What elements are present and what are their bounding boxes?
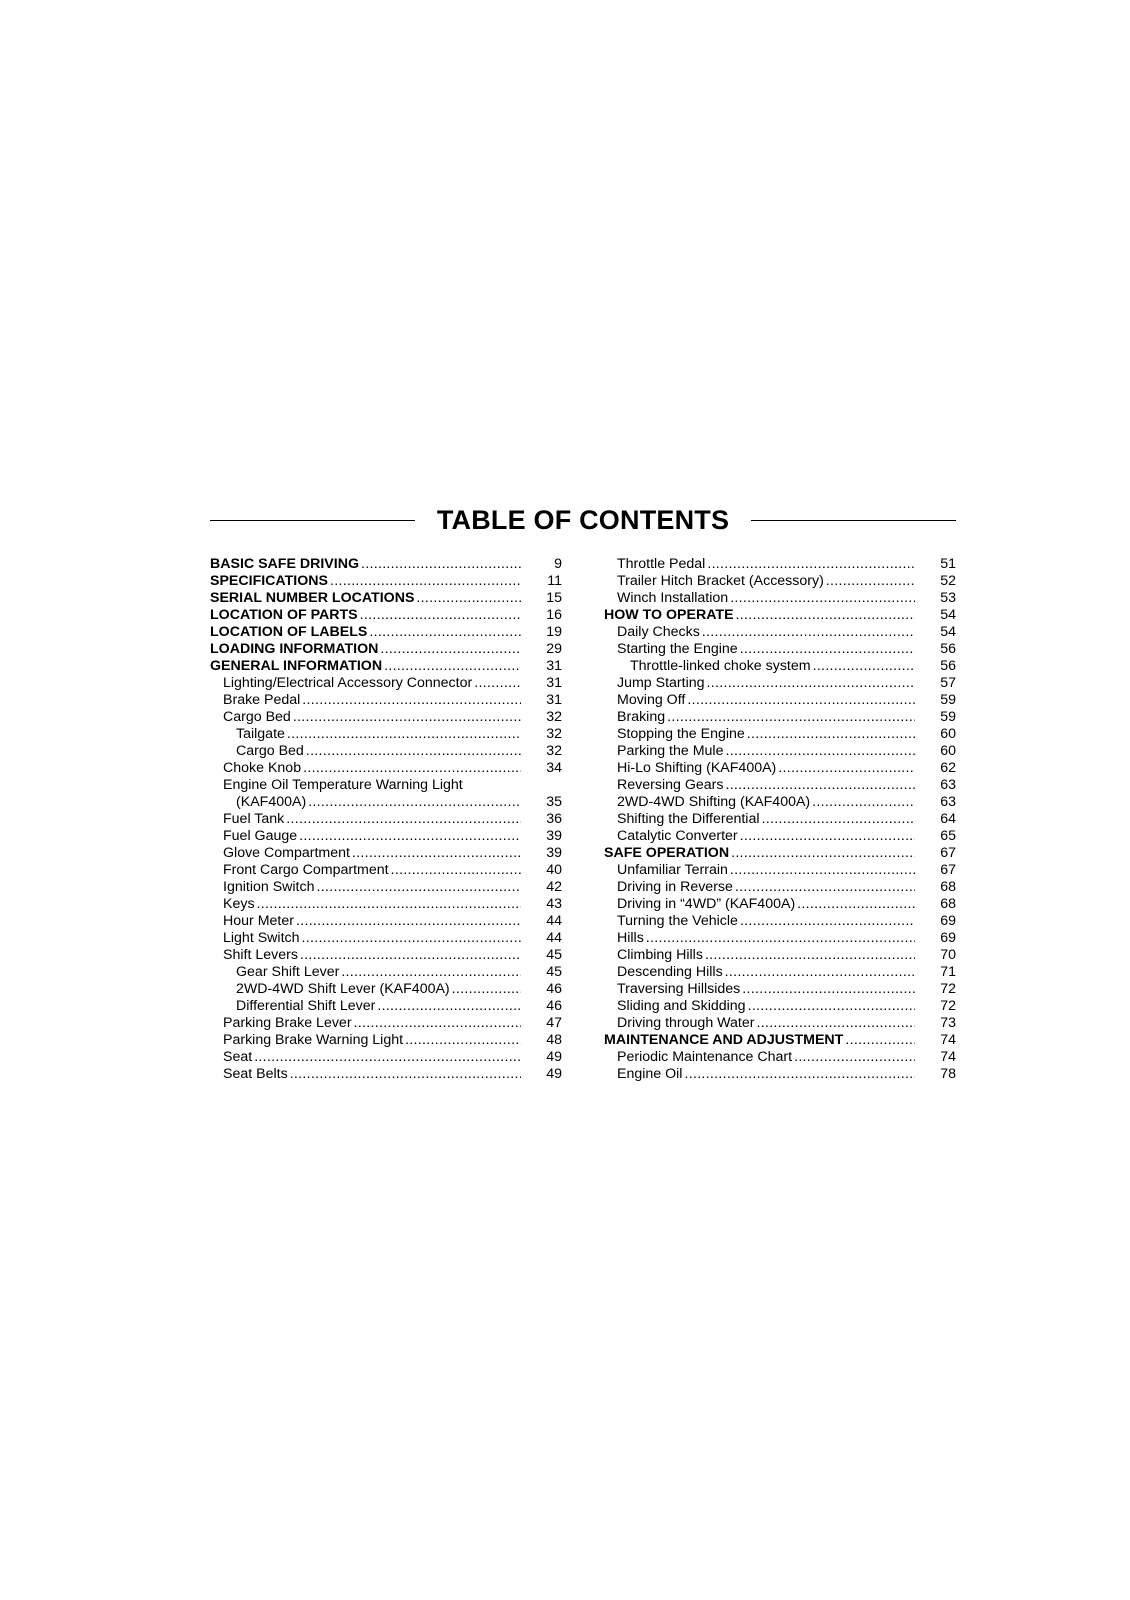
toc-entry[interactable]: [604, 573, 956, 590]
toc-entry-label: Tailgate: [236, 726, 285, 742]
toc-entry-label: Turning the Vehicle: [617, 913, 738, 929]
toc-entry-label: Front Cargo Compartment: [223, 862, 389, 878]
toc-leader-dots: [813, 658, 915, 675]
toc-leader-dots: [667, 709, 915, 726]
toc-entry-label: MAINTENANCE AND ADJUSTMENT: [604, 1032, 844, 1048]
toc-entry[interactable]: [604, 862, 956, 879]
toc-entry-label: Shift Levers: [223, 947, 298, 963]
toc-leader-dots: [725, 743, 915, 760]
toc-entry-label: Braking: [617, 709, 666, 725]
toc-leader-dots: [702, 624, 915, 641]
toc-entry[interactable]: [210, 896, 562, 913]
toc-entry[interactable]: [604, 743, 956, 760]
toc-leader-dots: [747, 726, 915, 743]
toc-entry-label: Gear Shift Lever: [236, 964, 340, 980]
toc-page-number: 16: [546, 607, 562, 623]
toc-entry[interactable]: [210, 930, 562, 947]
toc-page-number: 32: [546, 726, 562, 742]
toc-entry-label: Throttle-linked choke system: [630, 658, 811, 674]
toc-section-entry[interactable]: [210, 573, 562, 590]
toc-entry-label: Daily Checks: [617, 624, 700, 640]
toc-entry-label: Fuel Gauge: [223, 828, 298, 844]
toc-entry[interactable]: [210, 1032, 562, 1049]
toc-entry[interactable]: [604, 930, 956, 947]
toc-page-number: 51: [940, 556, 956, 572]
toc-section-entry[interactable]: [210, 590, 562, 607]
toc-page-number: 62: [940, 760, 956, 776]
toc-entry-label: SPECIFICATIONS: [210, 573, 328, 589]
toc-entry[interactable]: [210, 828, 562, 845]
toc-page-number: 44: [546, 930, 562, 946]
toc-page-number: 54: [940, 607, 956, 623]
toc-page-number: 59: [940, 709, 956, 725]
toc-page-number: 60: [940, 743, 956, 759]
toc-leader-dots: [740, 828, 915, 845]
toc-section-entry[interactable]: [210, 556, 562, 573]
toc-entry[interactable]: [210, 845, 562, 862]
title-rule-right: [751, 520, 956, 521]
toc-leader-dots: [474, 675, 521, 692]
toc-page-number: 36: [546, 811, 562, 827]
toc-page-number: 46: [546, 998, 562, 1014]
toc-leader-dots: [293, 709, 521, 726]
toc-leader-dots: [302, 930, 522, 947]
toc-leader-dots: [845, 1032, 915, 1049]
toc-page-number: 57: [940, 675, 956, 691]
toc-entry[interactable]: [604, 811, 956, 828]
toc-page-number: 69: [940, 930, 956, 946]
toc-entry[interactable]: [210, 675, 562, 692]
toc-page-number: 74: [940, 1049, 956, 1065]
toc-entry[interactable]: [604, 709, 956, 726]
toc-page-number: 56: [940, 658, 956, 674]
toc-page-number: 43: [546, 896, 562, 912]
page-title: TABLE OF CONTENTS: [436, 504, 730, 535]
toc-page-number: 39: [546, 828, 562, 844]
toc-page-number: 59: [940, 692, 956, 708]
toc-section-entry[interactable]: [604, 845, 956, 862]
toc-entry[interactable]: [604, 590, 956, 607]
toc-page-number: 67: [940, 862, 956, 878]
toc-entry[interactable]: [604, 624, 956, 641]
toc-leader-dots: [812, 794, 915, 811]
toc-leader-dots: [794, 1049, 915, 1066]
toc-page-number: 11: [547, 573, 562, 589]
toc-leader-dots: [725, 964, 915, 981]
toc-entry[interactable]: [210, 879, 562, 896]
toc-page-number: 73: [940, 1015, 956, 1031]
toc-entry[interactable]: [604, 964, 956, 981]
toc-entry[interactable]: [210, 862, 562, 879]
toc-page-number: 9: [554, 556, 562, 572]
toc-entry-label: Parking Brake Lever: [223, 1015, 352, 1031]
toc-leader-dots: [416, 590, 521, 607]
toc-leader-dots: [762, 811, 916, 828]
toc-entry[interactable]: [210, 981, 562, 998]
toc-entry-label: Driving in “4WD” (KAF400A): [617, 896, 796, 912]
toc-entry-label: 2WD-4WD Shifting (KAF400A): [617, 794, 811, 810]
toc-leader-dots: [391, 862, 521, 879]
toc-page-number: 45: [546, 964, 562, 980]
toc-page-number: 63: [940, 794, 956, 810]
toc-entry-label: Parking Brake Warning Light: [223, 1032, 404, 1048]
toc-page-number: 32: [546, 743, 562, 759]
toc-leader-dots: [740, 641, 915, 658]
toc-leader-dots: [384, 658, 521, 675]
toc-leader-dots: [707, 675, 915, 692]
toc-entry-label: Engine Oil Temperature Warning Light: [223, 777, 463, 793]
toc-entry[interactable]: [604, 1049, 956, 1066]
toc-entry-label: Lighting/Electrical Accessory Connector: [223, 675, 473, 691]
toc-entry[interactable]: [604, 641, 956, 658]
toc-leader-dots: [731, 845, 915, 862]
toc-leader-dots: [707, 556, 915, 573]
toc-entry-label: Periodic Maintenance Chart: [617, 1049, 793, 1065]
toc-entry-label: Brake Pedal: [223, 692, 301, 708]
toc-page-number: 40: [546, 862, 562, 878]
toc-page-number: 19: [546, 624, 562, 640]
toc-leader-dots: [316, 879, 521, 896]
toc-entry-label: Winch Installation: [617, 590, 729, 606]
toc-entry[interactable]: [604, 947, 956, 964]
toc-page-number: 45: [546, 947, 562, 963]
toc-leader-dots: [361, 556, 521, 573]
toc-leader-dots: [300, 947, 521, 964]
toc-entry[interactable]: [604, 794, 956, 811]
toc-leader-dots: [826, 573, 915, 590]
toc-entry-label: Traversing Hillsides: [617, 981, 741, 997]
toc-leader-dots: [286, 811, 521, 828]
toc-leader-dots: [646, 930, 915, 947]
toc-entry[interactable]: [210, 726, 562, 743]
toc-page-number: 67: [940, 845, 956, 861]
toc-page-number: 56: [940, 641, 956, 657]
toc-entry-label: Catalytic Converter: [617, 828, 738, 844]
toc-entry-label: Shifting the Differential: [617, 811, 760, 827]
toc-page-number: 68: [940, 896, 956, 912]
toc-page-number: 63: [940, 777, 956, 793]
toc-entry-label: Throttle Pedal: [617, 556, 706, 572]
toc-entry-label: Hour Meter: [223, 913, 294, 929]
toc-entry[interactable]: [210, 1015, 562, 1032]
toc-page-number: 65: [940, 828, 956, 844]
toc-entry-label: Driving through Water: [617, 1015, 755, 1031]
toc-entry[interactable]: [604, 879, 956, 896]
toc-section-entry[interactable]: [210, 607, 562, 624]
toc-page-number: 47: [546, 1015, 562, 1031]
toc-leader-dots: [748, 998, 915, 1015]
toc-page-number: 31: [546, 658, 562, 674]
toc-leader-dots: [306, 743, 521, 760]
toc-page-number: 34: [546, 760, 562, 776]
toc-leader-dots: [797, 896, 915, 913]
toc-entry[interactable]: [604, 556, 956, 573]
toc-entry[interactable]: [604, 1015, 956, 1032]
toc-page-number: 72: [940, 981, 956, 997]
toc-page-number: 49: [546, 1049, 562, 1065]
toc-entry-label: GENERAL INFORMATION: [210, 658, 383, 674]
toc-entry-label: Starting the Engine: [617, 641, 738, 657]
toc-leader-dots: [290, 1066, 521, 1083]
toc-leader-dots: [405, 1032, 521, 1049]
toc-entry-label: Driving in Reverse: [617, 879, 733, 895]
toc-page-number: 46: [546, 981, 562, 997]
toc-entry[interactable]: [210, 913, 562, 930]
toc-leader-dots: [730, 862, 915, 879]
toc-entry-label: Engine Oil: [617, 1066, 683, 1082]
toc-entry[interactable]: [604, 828, 956, 845]
toc-page-number: 29: [546, 641, 562, 657]
toc-leader-dots: [352, 845, 521, 862]
toc-entry-label: 2WD-4WD Shift Lever (KAF400A): [236, 981, 450, 997]
toc-entry-label: Moving Off: [617, 692, 686, 708]
toc-page-number: 78: [940, 1066, 956, 1082]
toc-section-entry[interactable]: [604, 607, 956, 624]
title-header: [210, 498, 956, 542]
toc-entry-label: Seat Belts: [223, 1066, 288, 1082]
toc-entry-label: LOADING INFORMATION: [210, 641, 379, 657]
toc-entry-label: Unfamiliar Terrain: [617, 862, 728, 878]
toc-page-number: 31: [546, 675, 562, 691]
toc-entry[interactable]: [604, 658, 956, 675]
toc-entry[interactable]: [604, 913, 956, 930]
toc-entry-label: Fuel Tank: [223, 811, 285, 827]
toc-entry-label: Descending Hills: [617, 964, 723, 980]
toc-leader-dots: [330, 573, 521, 590]
toc-entry-label: Parking the Mule: [617, 743, 724, 759]
toc-page-number: 54: [940, 624, 956, 640]
toc-leader-dots: [360, 607, 521, 624]
toc-entry-label: Hills: [617, 930, 644, 946]
toc-leader-dots: [302, 692, 521, 709]
toc-entry-label: Cargo Bed: [236, 743, 304, 759]
toc-page-number: 39: [546, 845, 562, 861]
toc-leader-dots: [778, 760, 915, 777]
toc-left-column: [210, 556, 562, 1083]
toc-entry[interactable]: [210, 964, 562, 981]
toc-entry-label: Sliding and Skidding: [617, 998, 746, 1014]
toc-leader-dots: [725, 777, 915, 794]
toc-leader-dots: [254, 1049, 521, 1066]
toc-entry-label: Glove Compartment: [223, 845, 350, 861]
toc-entry[interactable]: [604, 1066, 956, 1083]
toc-leader-dots: [377, 998, 521, 1015]
toc-entry-label: SAFE OPERATION: [604, 845, 730, 861]
toc-entry[interactable]: [604, 777, 956, 794]
toc-leader-dots: [740, 913, 915, 930]
toc-leader-dots: [303, 760, 521, 777]
toc-leader-dots: [369, 624, 521, 641]
toc-entry[interactable]: [210, 811, 562, 828]
toc-entry-label: Trailer Hitch Bracket (Accessory): [617, 573, 824, 589]
toc-entry[interactable]: [210, 1049, 562, 1066]
toc-page-number: 42: [546, 879, 562, 895]
toc-leader-dots: [257, 896, 521, 913]
title-rule-left: [210, 520, 415, 521]
toc-page-number: 44: [546, 913, 562, 929]
toc-entry-label: (KAF400A): [236, 794, 307, 810]
toc-entry-label: Ignition Switch: [223, 879, 315, 895]
toc-entry[interactable]: [210, 760, 562, 777]
toc-page-number: 52: [940, 573, 956, 589]
toc-entry-label: Light Switch: [223, 930, 300, 946]
toc-entry-label: HOW TO OPERATE: [604, 607, 734, 623]
toc-page-number: 15: [546, 590, 562, 606]
toc-page-number: 70: [940, 947, 956, 963]
toc-entry[interactable]: [210, 692, 562, 709]
toc-page-number: 71: [940, 964, 956, 980]
toc-leader-dots: [296, 913, 521, 930]
toc-page-number: 53: [940, 590, 956, 606]
toc-page-number: 64: [940, 811, 956, 827]
toc-leader-dots: [730, 590, 915, 607]
toc-entry[interactable]: [210, 709, 562, 726]
toc-entry[interactable]: [210, 794, 562, 811]
toc-entry-label: Seat: [223, 1049, 253, 1065]
toc-entry-label: Climbing Hills: [617, 947, 703, 963]
toc-entry[interactable]: [210, 743, 562, 760]
toc-entry-label: BASIC SAFE DRIVING: [210, 556, 359, 572]
toc-entry-label: LOCATION OF LABELS: [210, 624, 368, 640]
toc-page-number: 48: [546, 1032, 562, 1048]
toc-page-number: 35: [546, 794, 562, 810]
toc-entry-label: Keys: [223, 896, 255, 912]
toc-leader-dots: [735, 879, 915, 896]
toc-page-number: 68: [940, 879, 956, 895]
toc-leader-dots: [299, 828, 521, 845]
toc-leader-dots: [756, 1015, 915, 1032]
toc-page-number: 69: [940, 913, 956, 929]
toc-page-number: 72: [940, 998, 956, 1014]
toc-entry[interactable]: [210, 998, 562, 1015]
toc-entry[interactable]: [604, 692, 956, 709]
toc-page-number: 32: [546, 709, 562, 725]
toc-right-column: [604, 556, 956, 1083]
toc-leader-dots: [341, 964, 521, 981]
toc-page-number: 60: [940, 726, 956, 742]
toc-leader-dots: [687, 692, 915, 709]
toc-leader-dots: [684, 1066, 915, 1083]
toc-entry[interactable]: [210, 1066, 562, 1083]
toc-entry-label: Cargo Bed: [223, 709, 291, 725]
toc-page-number: 49: [546, 1066, 562, 1082]
toc-page-number: 74: [940, 1032, 956, 1048]
toc-leader-dots: [354, 1015, 521, 1032]
toc-section-entry[interactable]: [210, 658, 562, 675]
toc-entry-label: Choke Knob: [223, 760, 302, 776]
toc-section-entry[interactable]: [604, 1032, 956, 1049]
toc-leader-dots: [287, 726, 521, 743]
toc-entry[interactable]: [210, 777, 562, 794]
toc-leader-dots: [742, 981, 915, 998]
toc-entry[interactable]: [604, 998, 956, 1015]
toc-section-entry[interactable]: [210, 624, 562, 641]
toc-page-number: 31: [546, 692, 562, 708]
toc-entry[interactable]: [210, 947, 562, 964]
toc-entry[interactable]: [604, 675, 956, 692]
toc-entry[interactable]: [604, 760, 956, 777]
toc-leader-dots: [736, 607, 915, 624]
toc-leader-dots: [705, 947, 915, 964]
toc-entry-label: SERIAL NUMBER LOCATIONS: [210, 590, 415, 606]
toc-entry-label: Reversing Gears: [617, 777, 724, 793]
toc-entry-label: Differential Shift Lever: [236, 998, 376, 1014]
toc-entry-label: Jump Starting: [617, 675, 705, 691]
toc-entry-label: Hi-Lo Shifting (KAF400A): [617, 760, 777, 776]
toc-entry[interactable]: [604, 981, 956, 998]
toc-section-entry[interactable]: [210, 641, 562, 658]
toc-entry[interactable]: [604, 726, 956, 743]
toc-leader-dots: [308, 794, 521, 811]
toc-leader-dots: [452, 981, 521, 998]
toc-entry[interactable]: [604, 896, 956, 913]
toc-entry-label: LOCATION OF PARTS: [210, 607, 358, 623]
toc-leader-dots: [380, 641, 521, 658]
toc-entry-label: Stopping the Engine: [617, 726, 745, 742]
